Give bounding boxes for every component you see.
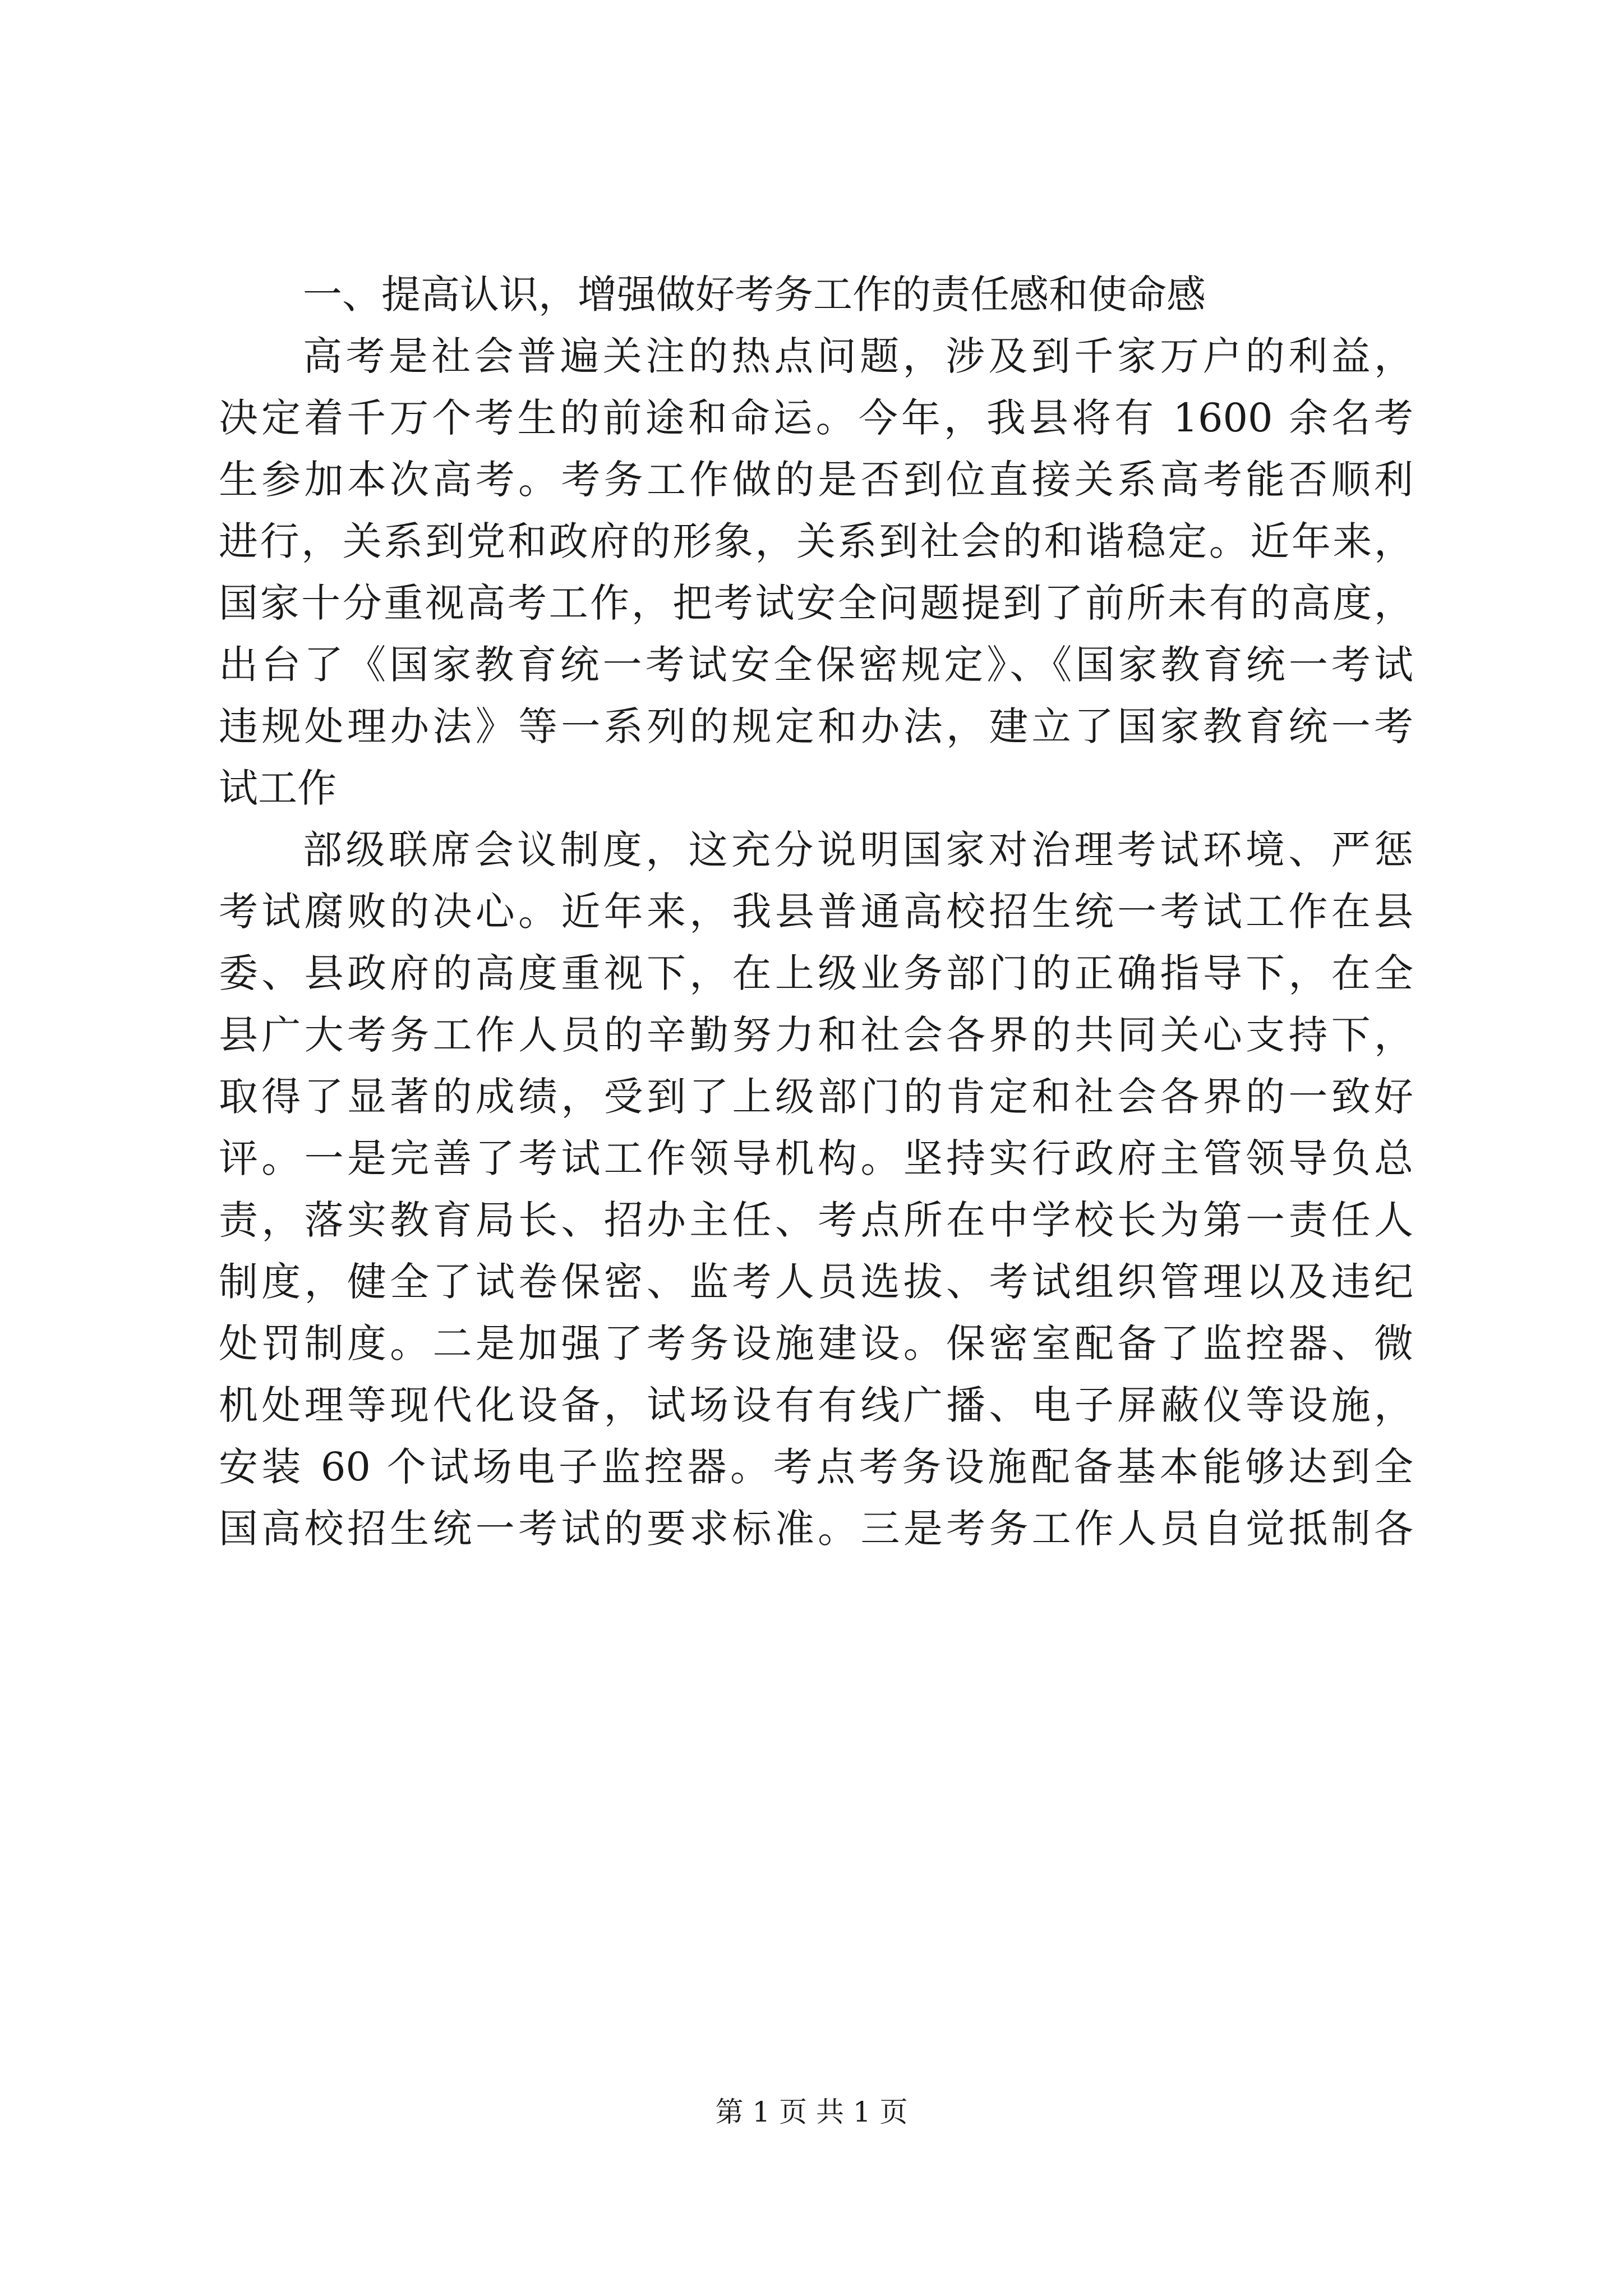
paragraph-1-line: 进行，关系到党和政府的形象，关系到社会的和谐稳定。近年来， [219,518,1413,564]
paragraph-1-line: 试工作 [219,765,336,811]
paragraph-2-line: 考试腐败的决心。近年来，我县普通高校招生统一考试工作在县 [219,889,1413,935]
paragraph-2-line: 委、县政府的高度重视下，在上级业务部门的正确指导下，在全 [219,950,1413,996]
paragraph-1-line: 违规处理办法》等一系列的规定和办法，建立了国家教育统一考 [219,703,1413,749]
paragraph-2-line: 部级联席会议制度，这充分说明国家对治理考试环境、严惩 [303,827,1413,873]
paragraph-1-line: 决定着千万个考生的前途和命运。今年，我县将有 1600 余名考 [219,395,1413,441]
section-heading: 一、提高认识，增强做好考务工作的责任感和使命感 [303,272,1206,318]
paragraph-1-line: 出台了《国家教育统一考试安全保密规定》、《国家教育统一考试 [219,642,1413,688]
paragraph-1-line: 高考是社会普遍关注的热点问题，涉及到千家万户的利益， [303,333,1413,379]
paragraph-1-line: 生参加本次高考。考务工作做的是否到位直接关系高考能否顺利 [219,457,1413,503]
paragraph-2-line: 安装 60 个试场电子监控器。考点考务设施配备基本能够达到全 [219,1444,1413,1490]
page-footer: 第 1 页 共 1 页 [715,2096,908,2128]
paragraph-2-line: 处罚制度。二是加强了考务设施建设。保密室配备了监控器、微 [219,1320,1413,1366]
paragraph-1-line: 国家十分重视高考工作，把考试安全问题提到了前所未有的高度， [219,580,1413,626]
paragraph-2-line: 国高校招生统一考试的要求标准。三是考务工作人员自觉抵制各 [219,1506,1413,1552]
paragraph-2-line: 责，落实教育局长、招办主任、考点所在中学校长为第一责任人 [219,1197,1413,1243]
paragraph-2-line: 制度，健全了试卷保密、监考人员选拔、考试组织管理以及违纪 [219,1259,1413,1305]
paragraph-2-line: 县广大考务工作人员的辛勤努力和社会各界的共同关心支持下， [219,1012,1413,1058]
paragraph-2-line: 机处理等现代化设备，试场设有有线广播、电子屏蔽仪等设施， [219,1382,1413,1428]
paragraph-2-line: 取得了显著的成绩，受到了上级部门的肯定和社会各界的一致好 [219,1074,1413,1120]
paragraph-2-line: 评。一是完善了考试工作领导机构。坚持实行政府主管领导负总 [219,1135,1413,1181]
